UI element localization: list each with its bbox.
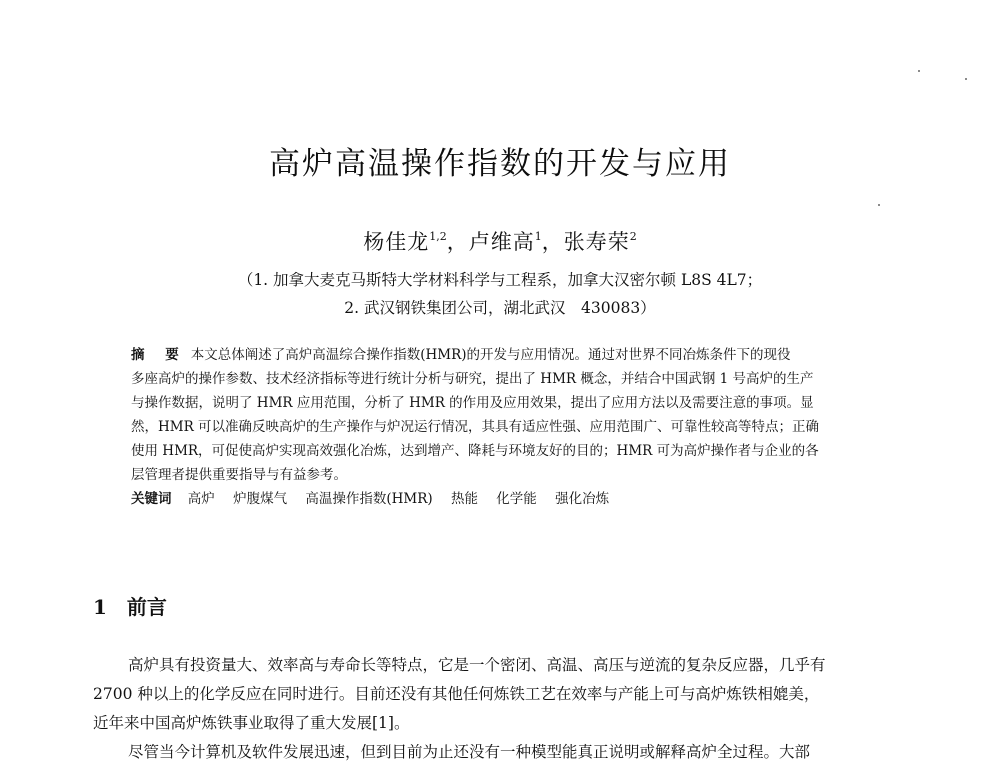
scan-speck xyxy=(965,78,967,80)
keywords xyxy=(131,487,871,511)
keyword: 化学能 xyxy=(496,491,537,507)
abstract xyxy=(131,343,871,511)
section-heading xyxy=(93,591,167,620)
author-name: 杨佳龙 xyxy=(363,230,430,254)
author-affiliation-mark: 2 xyxy=(629,230,637,243)
scan-speck xyxy=(918,70,920,72)
author-affiliation-mark: 1,2 xyxy=(429,230,447,243)
body-line: 2700 种以上的化学反应在同时进行。目前还没有其他任何炼铁工艺在效率与产能上可与高炉炼铁相媲美， xyxy=(93,685,820,703)
author-affiliation-mark: 1 xyxy=(534,230,542,243)
author-separator: ， xyxy=(541,230,564,254)
keyword: 高炉 xyxy=(187,491,215,507)
body-line: 尽管当今计算机及软件发展迅速，但到目前为止还没有一种模型能真正说明或解释高炉全过程。大部 xyxy=(128,743,811,761)
keyword: 炉腹煤气 xyxy=(233,491,288,507)
abstract-text: 本文总体阐述了高炉高温综合操作指数(HMR)的开发与应用情况。通过对世界不同冶炼条件下的现役 xyxy=(190,347,791,363)
abstract-line: 多座高炉的操作参数、技术经济指标等进行统计分析与研究，提出了 HMR 概念，并结合中国武钢 1 号高炉的生产 xyxy=(131,371,814,387)
author-list xyxy=(0,226,1000,256)
scan-speck xyxy=(878,204,880,206)
author-name: 卢维高 xyxy=(468,230,535,254)
abstract-line: 然，HMR 可以准确反映高炉的生产操作与炉况运行情况，其具有适应性强、应用范围广、可靠性较高等特点；正确 xyxy=(131,419,820,435)
abstract-line: 与操作数据，说明了 HMR 应用范围，分析了 HMR 的作用及应用效果，提出了应用方法以及需要注意的事项。显 xyxy=(131,395,814,411)
abstract-label: 摘 要 xyxy=(131,347,187,363)
keyword: 强化冶炼 xyxy=(555,491,610,507)
author-name: 张寿荣 xyxy=(563,230,630,254)
abstract-line: 使用 HMR，可促使高炉实现高效强化冶炼，达到增产、降耗与环境友好的目的；HMR 可为高炉操作者与企业的各 xyxy=(131,443,819,459)
affiliation-line: 2. 武汉钢铁集团公司，湖北武汉 430083） xyxy=(344,299,656,317)
paper-title: 高炉高温操作指数的开发与应用 xyxy=(269,146,731,182)
body-text xyxy=(93,651,913,767)
section-title: 前言 xyxy=(126,595,167,619)
affiliation-line: （1. 加拿大麦克马斯特大学材料科学与工程系，加拿大汉密尔顿 L8S 4L7； xyxy=(237,271,763,289)
keyword: 高温操作指数(HMR) xyxy=(305,491,433,507)
author-separator: ， xyxy=(446,230,469,254)
body-line: 高炉具有投资量大、效率高与寿命长等特点，它是一个密闭、高温、高压与逆流的复杂反应器，几乎有 xyxy=(128,656,826,674)
body-line: 近年来中国高炉炼铁事业取得了重大发展[1]。 xyxy=(93,714,410,732)
keywords-label: 关键词 xyxy=(131,491,172,507)
abstract-line: 层管理者提供重要指导与有益参考。 xyxy=(131,467,347,483)
abstract-line xyxy=(131,343,871,367)
keyword: 热能 xyxy=(450,491,478,507)
section-number: 1 xyxy=(93,595,107,619)
